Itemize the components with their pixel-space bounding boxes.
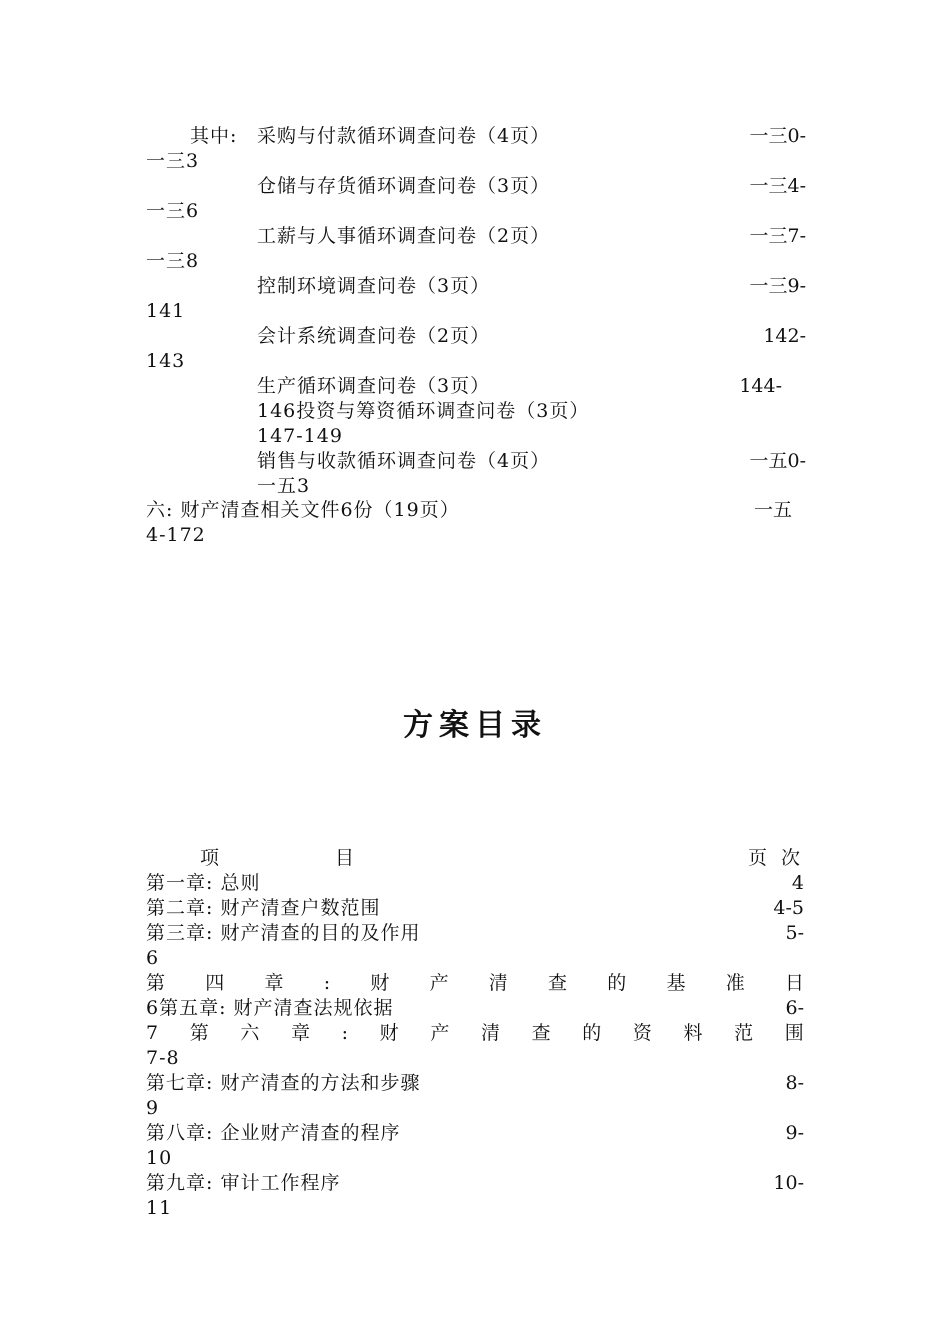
- list-item-range-cont: 147-149: [257, 425, 343, 447]
- toc-row-label: 第八章: 企业财产清查的程序: [146, 1122, 401, 1144]
- toc-header-item: 项: [200, 847, 221, 869]
- toc-row-label: 第二章: 财产清查户数范围: [146, 897, 381, 919]
- list-item-range: 一三9-: [749, 275, 806, 297]
- list-item-label: 控制环境调查问卷（3页）: [257, 275, 491, 297]
- toc-char: 围: [784, 1022, 804, 1044]
- toc-char: 章: [291, 1022, 311, 1044]
- toc-row-label: 第九章: 审计工作程序: [146, 1172, 341, 1194]
- toc-row-page: 10-: [773, 1172, 804, 1194]
- toc-row-page-cont: 11: [146, 1197, 173, 1219]
- list-item-range-cont: 一五3: [257, 475, 311, 497]
- toc-char: 第: [189, 1022, 209, 1044]
- toc-char: 日: [784, 972, 804, 994]
- section-six-range-cont: 4-172: [146, 524, 206, 546]
- section-six-label: 六: 财产清查相关文件6份（19页）: [146, 499, 460, 521]
- toc-row-page-cont: 7-8: [146, 1047, 180, 1069]
- toc-char: 查: [531, 1022, 551, 1044]
- toc-row-justified: [146, 971, 804, 996]
- toc-char: 四: [205, 972, 225, 994]
- toc-char: 的: [582, 1022, 602, 1044]
- toc-char: 料: [683, 1022, 703, 1044]
- page-title: 方案目录: [403, 708, 547, 743]
- toc-row-page: 4-5: [773, 897, 804, 919]
- list-item-label: 生产循环调查问卷（3页）: [257, 375, 491, 397]
- toc-char: 六: [240, 1022, 260, 1044]
- toc-char: :: [341, 1022, 349, 1044]
- list-item-label: 工薪与人事循环调查问卷（2页）: [257, 225, 551, 247]
- toc-char: 查: [548, 972, 568, 994]
- toc-row-label: 第一章: 总则: [146, 872, 261, 894]
- list-item-range-cont: 146投资与筹资循环调查问卷（3页）: [257, 400, 590, 422]
- list-item-range: 一三0-: [749, 125, 806, 147]
- list-item-range-cont: 一三8: [146, 250, 200, 272]
- list-item-label: 仓储与存货循环调查问卷（3页）: [257, 175, 551, 197]
- toc-char: 章: [264, 972, 284, 994]
- toc-char: 产: [429, 972, 449, 994]
- list-item-range: 142-: [763, 325, 806, 347]
- list-item-range-cont: 一三3: [146, 150, 200, 172]
- toc-char: 产: [430, 1022, 450, 1044]
- list-item-label: 采购与付款循环调查问卷（4页）: [257, 125, 551, 147]
- toc-row-page: 8-: [785, 1072, 804, 1094]
- section-six-range: 一五: [753, 499, 792, 521]
- toc-row-label: 第七章: 财产清查的方法和步骤: [146, 1072, 421, 1094]
- toc-row-label: 6第五章: 财产清查法规依据: [146, 997, 394, 1019]
- toc-row-page: 9-: [785, 1122, 804, 1144]
- list-item-label: 会计系统调查问卷（2页）: [257, 325, 491, 347]
- toc-char: 的: [607, 972, 627, 994]
- toc-header-page: 页 次: [747, 847, 804, 869]
- list-item-range-cont: 一三6: [146, 200, 200, 222]
- toc-char: 7: [146, 1022, 159, 1044]
- list-item-range: 一三4-: [749, 175, 806, 197]
- toc-row-page: 4: [791, 872, 804, 894]
- toc-char: 资: [632, 1022, 652, 1044]
- list-item-range: 一三7-: [749, 225, 806, 247]
- list-item-range: 144-: [739, 375, 782, 397]
- toc-row-page-cont: 6: [146, 947, 160, 969]
- toc-char: 基: [666, 972, 686, 994]
- toc-row-label: 第三章: 财产清查的目的及作用: [146, 922, 421, 944]
- toc-char: 清: [480, 1022, 500, 1044]
- prefix-label: 其中:: [190, 125, 238, 147]
- toc-char: :: [323, 972, 331, 994]
- list-item-range-cont: 141: [146, 300, 186, 322]
- toc-char: 范: [734, 1022, 754, 1044]
- toc-char: 清: [488, 972, 508, 994]
- toc-row-page-cont: 10: [146, 1147, 173, 1169]
- toc-char: 准: [725, 972, 745, 994]
- toc-char: 第: [146, 972, 166, 994]
- toc-row-page: 6-: [785, 997, 804, 1019]
- list-item-range: 一五0-: [749, 450, 806, 472]
- toc-row-page-cont: 9: [146, 1097, 160, 1119]
- toc-header-item-2: 目: [335, 847, 356, 869]
- toc-char: 财: [379, 1022, 399, 1044]
- toc-char: 财: [370, 972, 390, 994]
- toc-row-justified: [146, 1021, 804, 1046]
- toc-row-page: 5-: [785, 922, 804, 944]
- list-item-label: 销售与收款循环调查问卷（4页）: [257, 450, 551, 472]
- list-item-range-cont: 143: [146, 350, 186, 372]
